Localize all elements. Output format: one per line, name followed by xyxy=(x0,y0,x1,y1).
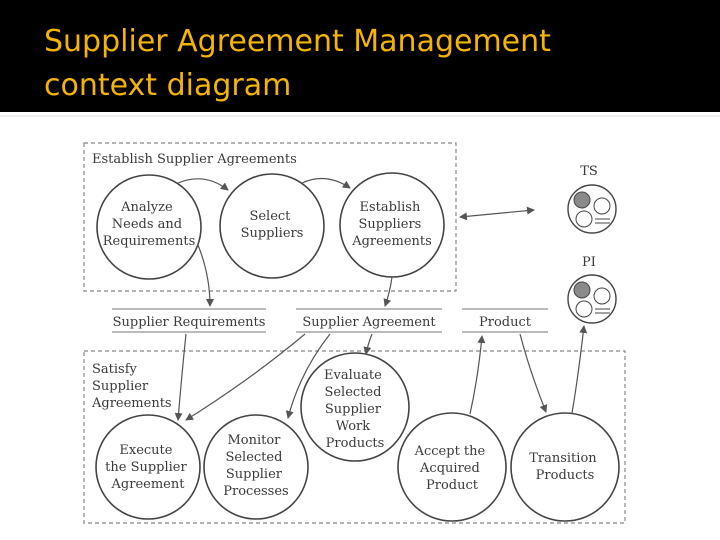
arrow-accept-to-product xyxy=(470,336,482,414)
group-satisfy-label-2: Supplier xyxy=(92,379,149,394)
group-satisfy-label-3: Agreements xyxy=(92,396,172,411)
slide-title-line-2: context diagram xyxy=(44,68,292,103)
group-satisfy-label xyxy=(91,362,172,411)
artifact-supplier-requirements-label: Supplier Requirements xyxy=(112,315,266,330)
arrow-transition-to-pi xyxy=(572,326,584,413)
slide-title-line-1: Supplier Agreement Management xyxy=(44,24,551,59)
artifact-product xyxy=(462,309,548,332)
node-execute-label: Execute the Supplier Agreement xyxy=(105,443,187,492)
node-accept-label: Accept the Acquired Product xyxy=(414,444,486,493)
arrow-analyze-to-select xyxy=(178,179,228,190)
arrow-analyze-to-requirements xyxy=(198,245,210,306)
arrow-establish-ts xyxy=(460,210,534,217)
artifact-supplier-requirements xyxy=(112,309,266,332)
artifact-supplier-agreement xyxy=(296,309,442,332)
node-evaluate-label: Evaluate Selected Supplier Work Products xyxy=(324,368,385,451)
external-ts-label: TS xyxy=(580,164,598,179)
node-transition-circle xyxy=(511,413,619,521)
node-select-label: Select Suppliers xyxy=(240,209,304,241)
node-analyze-label: Analyze Needs and Requirements xyxy=(102,200,196,249)
context-diagram xyxy=(0,112,720,540)
external-ts-icon xyxy=(568,185,616,233)
node-monitor-label: Monitor Selected Supplier Processes xyxy=(223,433,289,499)
external-pi-label: PI xyxy=(582,255,596,270)
external-pi-icon xyxy=(568,275,616,323)
arrow-agreement-to-execute xyxy=(186,334,305,420)
group-establish-label: Establish Supplier Agreements xyxy=(92,152,297,167)
arrow-select-to-establish xyxy=(302,179,350,188)
group-satisfy-label-1: Satisfy xyxy=(92,362,137,377)
arrow-product-to-transition xyxy=(520,334,546,412)
node-establish-label: Establish Suppliers Agreements xyxy=(352,200,432,249)
arrow-requirements-to-execute xyxy=(178,334,186,420)
slide-title xyxy=(44,20,704,108)
artifact-supplier-agreement-label: Supplier Agreement xyxy=(302,315,436,330)
node-transition-label: Transition Products xyxy=(529,451,597,483)
artifact-product-label: Product xyxy=(479,315,531,330)
